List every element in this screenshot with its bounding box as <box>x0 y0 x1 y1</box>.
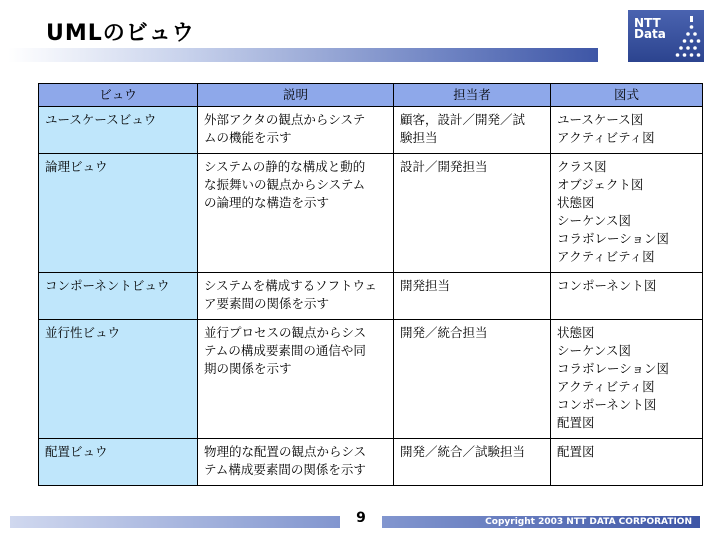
owner-line: 開発担当 <box>400 278 451 293</box>
description-line: 並行プロセスの観点からシス <box>204 325 367 340</box>
diagram-item: 配置図 <box>557 444 595 459</box>
description-cell <box>198 154 394 273</box>
logo-text-line2: Data <box>634 27 666 41</box>
description-line: テムの構成要素間の通信や同 <box>204 343 366 358</box>
page-number: 9 <box>356 510 366 526</box>
diagram-item: アクティビティ図 <box>557 379 655 394</box>
view-name-cell: ユースケースビュウ <box>39 107 198 154</box>
description-cell <box>198 439 394 486</box>
description-line: 物理的な配置の観点からシス <box>204 444 367 459</box>
diagram-item: コラボレーション図 <box>557 361 670 376</box>
title-underline-bar <box>8 48 598 62</box>
owner-line: 験担当 <box>400 130 438 145</box>
description-line: ア要素間の関係を示す <box>204 296 330 311</box>
description-line: 期の関係を示す <box>204 361 292 376</box>
owner-cell <box>394 439 551 486</box>
diagrams-cell <box>551 439 703 486</box>
uml-views-table <box>38 83 703 486</box>
owner-cell <box>394 273 551 320</box>
footer-bar-right <box>382 516 700 528</box>
logo-dots-icon <box>668 14 702 60</box>
diagram-item: コンポーネント図 <box>557 278 657 293</box>
diagrams-cell <box>551 154 703 273</box>
view-name-cell: 並行性ビュウ <box>39 320 198 439</box>
logo-text <box>634 18 666 40</box>
diagram-item: クラス図 <box>557 159 607 174</box>
header-view: ビュウ <box>39 84 198 107</box>
table-row <box>39 273 703 320</box>
diagram-item: コラボレーション図 <box>557 231 670 246</box>
ntt-data-logo <box>628 10 704 62</box>
diagram-item: シーケンス図 <box>557 213 632 228</box>
diagram-item: 配置図 <box>557 415 595 430</box>
description-line: テム構成要素間の関係を示す <box>204 462 366 477</box>
footer-bar-left <box>10 516 340 528</box>
description-line: システムを構成するソフトウェ <box>204 278 378 293</box>
owner-cell <box>394 154 551 273</box>
description-line: の論理的な構造を示す <box>204 195 330 210</box>
table-row <box>39 107 703 154</box>
description-cell <box>198 273 394 320</box>
table-row <box>39 154 703 273</box>
diagram-item: オブジェクト図 <box>557 177 644 192</box>
description-line: システムの静的な構成と動的 <box>204 159 366 174</box>
owner-cell <box>394 107 551 154</box>
diagram-item: シーケンス図 <box>557 343 632 358</box>
copyright-text: Copyright 2003 NTT DATA CORPORATION <box>485 517 692 527</box>
diagrams-cell <box>551 320 703 439</box>
header-description: 説明 <box>198 84 394 107</box>
owner-line: 開発／統合／試験担当 <box>400 444 526 459</box>
description-line: ムの機能を示す <box>204 130 292 145</box>
diagram-item: アクティビティ図 <box>557 249 655 264</box>
owner-line: 開発／統合担当 <box>400 325 488 340</box>
description-cell <box>198 320 394 439</box>
owner-line: 設計／開発担当 <box>400 159 488 174</box>
table-header-row <box>39 84 703 107</box>
view-name-cell: 配置ビュウ <box>39 439 198 486</box>
owner-line: 顧客，設計／開発／試 <box>400 112 526 127</box>
description-line: 外部アクタの観点からシステ <box>204 112 366 127</box>
diagrams-cell <box>551 273 703 320</box>
description-cell <box>198 107 394 154</box>
table-row <box>39 320 703 439</box>
view-name-cell: コンポーネントビュウ <box>39 273 198 320</box>
diagram-item: 状態図 <box>557 195 595 210</box>
owner-cell <box>394 320 551 439</box>
diagram-item: ユースケース図 <box>557 112 644 127</box>
header-diagrams: 図式 <box>551 84 703 107</box>
header-owner: 担当者 <box>394 84 551 107</box>
description-line: な振舞いの観点からシステム <box>204 177 366 192</box>
diagram-item: アクティビティ図 <box>557 130 655 145</box>
diagrams-cell <box>551 107 703 154</box>
view-name-cell: 論理ビュウ <box>39 154 198 273</box>
table-row <box>39 439 703 486</box>
page-title: UMLのビュウ <box>46 21 195 46</box>
diagram-item: コンポーネント図 <box>557 397 657 412</box>
diagram-item: 状態図 <box>557 325 595 340</box>
table-body <box>39 107 703 486</box>
logo-text-line1: NTT <box>634 16 661 30</box>
